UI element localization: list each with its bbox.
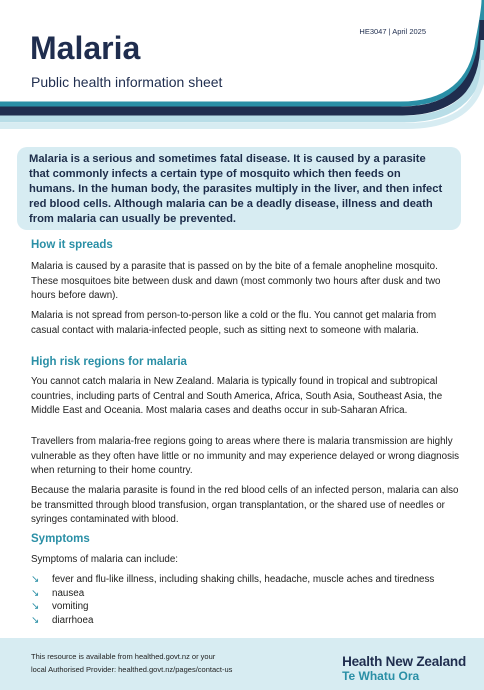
list-item: ↘ vomiting: [31, 601, 89, 613]
footer: [0, 638, 484, 690]
page-subtitle: Public health information sheet: [31, 74, 223, 90]
paragraph: Because the malaria parasite is found in the red blood cells of an infected person, malaria can also be transmitted through blood transfusion, organ transplantation, or the shared use of needles or syringes contaminated with blood.: [31, 485, 459, 526]
paragraph: Symptoms of malaria can include:: [31, 554, 179, 565]
section-heading-how-it-spreads: How it spreads: [31, 239, 113, 251]
list-item: ↘ fever and flu-like illness, including shaking chills, headache, muscle aches and tiredness: [31, 574, 435, 585]
paragraph: Malaria is caused by a parasite that is passed on by the bite of a female anopheline mosquito. These mosquitoes bite between dusk and dawn (most commonly two hours after dusk and two hours before dawn).: [31, 261, 441, 302]
symptoms-list: [31, 573, 434, 627]
document-reference: HE3047 | April 2025: [359, 27, 426, 36]
paragraph: Malaria is not spread from person-to-person like a cold or the flu. You cannot get malaria from casual contact with malaria-infected people, such as sitting next to someone with malaria.: [31, 310, 437, 336]
page-title: Malaria: [30, 30, 141, 66]
paragraph: You cannot catch malaria in New Zealand. Malaria is typically found in tropical and subtropical countries, including parts of Central and South America, Africa, South Asia, Southeast Asia, the Middle East and Oceania. Most malaria cases and deaths occur in sub-Saharan Africa.: [31, 376, 443, 417]
arrow-down-right-icon: ↘: [31, 574, 40, 585]
brand-name: Health New Zealand: [342, 654, 466, 669]
footer-availability-note: This resource is available from healthed.govt.nz or your local Authorised Provider: healthed.govt.nz/pages/contact-us: [31, 652, 233, 674]
section-heading-high-risk-regions: High risk regions for malaria: [31, 356, 187, 368]
header-swoosh: [0, 0, 484, 140]
arrow-down-right-icon: ↘: [31, 587, 40, 599]
header: [0, 0, 484, 140]
arrow-down-right-icon: ↘: [31, 601, 40, 613]
list-item: ↘ nausea: [31, 587, 85, 599]
list-item: ↘ diarrhoea: [31, 614, 94, 626]
brand-maori-name: Te Whatu Ora: [342, 669, 420, 683]
section-heading-symptoms: Symptoms: [31, 533, 90, 545]
arrow-down-right-icon: ↘: [31, 614, 40, 626]
paragraph: Travellers from malaria-free regions going to areas where there is malaria transmission are highly vulnerable as they often have little or no immunity and may experience delayed or wrong diagnosis when returning to their home country.: [31, 436, 460, 477]
intro-callout: Malaria is a serious and sometimes fatal disease. It is caused by a parasite that commonly infects a certain type of mosquito which then feeds on humans. In the human body, the parasites multiply in the liver, and then infect red blood cells. Although malaria can be a deadly disease, illness and death from malaria can usually be prevented.: [17, 147, 461, 230]
health-nz-logo: [342, 654, 466, 683]
